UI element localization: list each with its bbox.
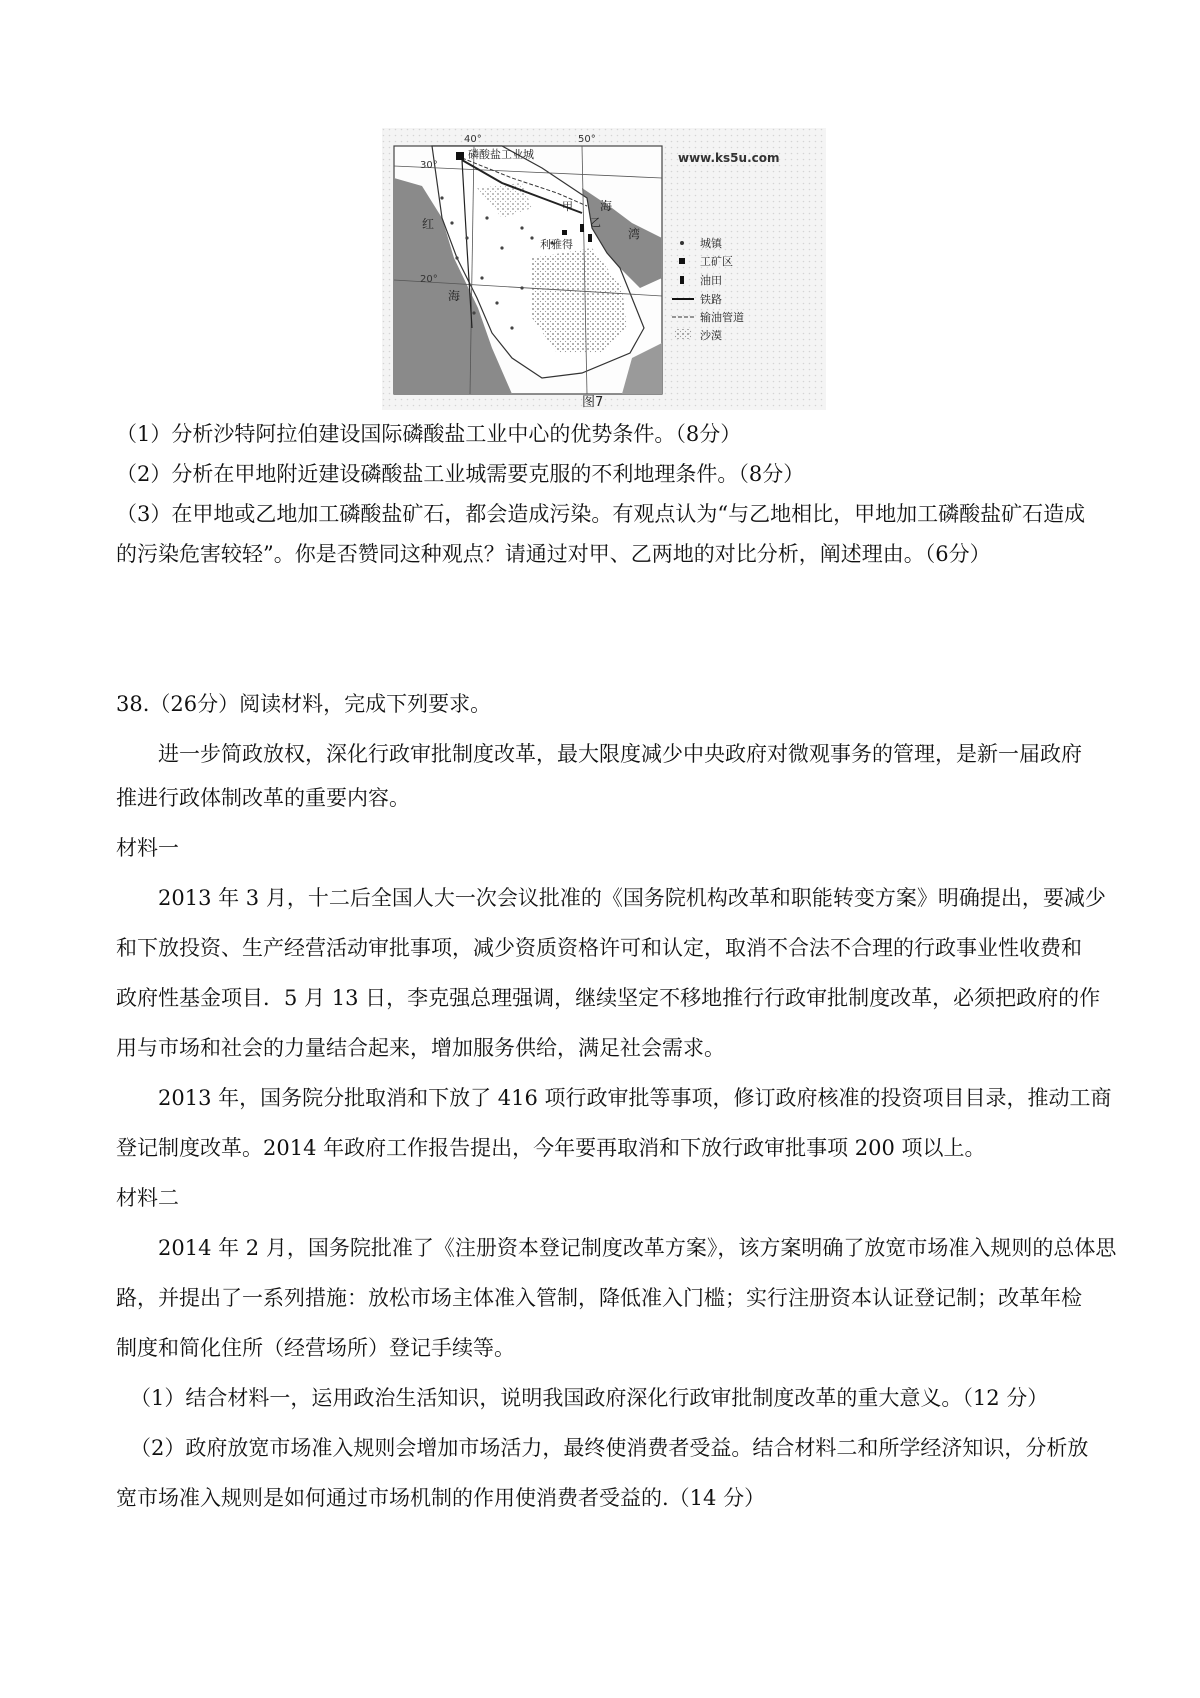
material-2-line-3: 制度和简化住所（经营场所）登记手续等。 bbox=[116, 1336, 515, 1360]
q38-subquestion-1: （1）结合材料一，运用政治生活知识，说明我国政府深化行政审批制度改革的重大意义。（12 分） bbox=[130, 1386, 1049, 1410]
gulf-label-1: 海 bbox=[600, 199, 613, 213]
lat-label-30: 30° bbox=[420, 160, 438, 171]
lat-label-20: 20° bbox=[420, 274, 438, 285]
material-1-para-1-line-2: 和下放投资、生产经营活动审批事项，减少资质资格许可和认定，取消不合法不合理的行政事业性收费和 bbox=[116, 936, 1082, 960]
red-sea-label-1: 红 bbox=[422, 217, 435, 231]
q38-header: 38.（26分）阅读材料，完成下列要求。 bbox=[116, 692, 492, 716]
legend-railway: 铁路 bbox=[700, 293, 722, 306]
q38-intro-line-2: 推进行政体制改革的重要内容。 bbox=[116, 786, 410, 810]
jia-label: 甲 bbox=[562, 200, 573, 213]
material-2-line-1: 2014 年 2 月，国务院批准了《注册资本登记制度改革方案》，该方案明确了放宽市场准入规则的总体思 bbox=[158, 1236, 1117, 1260]
legend-desert: 沙漠 bbox=[700, 329, 722, 342]
riyadh-label: 利雅得 bbox=[540, 238, 573, 251]
watermark-text: www.ks5u.com bbox=[678, 151, 780, 165]
figure-caption: 图7 bbox=[582, 395, 604, 410]
industry-city-marker bbox=[456, 152, 464, 160]
q37-subquestion-3-line-1: （3）在甲地或乙地加工磷酸盐矿石，都会造成污染。有观点认为“与乙地相比，甲地加工磷酸盐矿石造成 bbox=[116, 502, 1086, 526]
legend-mine: 工矿区 bbox=[700, 255, 733, 268]
yi-label: 乙 bbox=[590, 216, 601, 229]
industry-city-label: 磷酸盐工业城 bbox=[468, 148, 534, 161]
material-1-para-2-line-2: 登记制度改革。2014 年政府工作报告提出，今年要再取消和下放行政审批事项 200 项以上。 bbox=[116, 1136, 986, 1160]
q38-subquestion-2-line-1: （2）政府放宽市场准入规则会增加市场活力，最终使消费者受益。结合材料二和所学经济知识，分析放 bbox=[130, 1436, 1089, 1460]
q37-subquestion-2: （2）分析在甲地附近建设磷酸盐工业城需要克服的不利地理条件。（8分） bbox=[116, 462, 805, 486]
red-sea-label-2: 海 bbox=[448, 289, 461, 303]
material-2-line-2: 路，并提出了一系列措施：放松市场主体准入管制，降低准入门槛；实行注册资本认证登记制；改革年检 bbox=[116, 1286, 1082, 1310]
material-1-para-1-line-3: 政府性基金项目．5 月 13 日，李克强总理强调，继续坚定不移地推行行政审批制度改革，必须把政府的作 bbox=[116, 986, 1101, 1010]
material-1-para-1-line-1: 2013 年 3 月，十二后全国人大一次会议批准的《国务院机构改革和职能转变方案》明确提出，要减少 bbox=[158, 886, 1106, 910]
riyadh-marker bbox=[562, 230, 567, 235]
legend-town: 城镇 bbox=[700, 237, 722, 250]
saudi-arabia-map bbox=[382, 128, 826, 410]
map-figure bbox=[382, 128, 826, 410]
material-1-para-1-line-4: 用与市场和社会的力量结合起来，增加服务供给，满足社会需求。 bbox=[116, 1036, 725, 1060]
lon-label-50: 50° bbox=[578, 134, 596, 145]
material-1-para-2-line-1: 2013 年，国务院分批取消和下放了 416 项行政审批等事项，修订政府核准的投资项目目录，推动工商 bbox=[158, 1086, 1112, 1110]
oil-field-marker bbox=[580, 224, 584, 232]
lon-label-40: 40° bbox=[464, 134, 482, 145]
q38-intro-line-1: 进一步简政放权，深化行政审批制度改革，最大限度减少中央政府对微观事务的管理，是新一届政府 bbox=[158, 742, 1082, 766]
legend-oilfield: 油田 bbox=[700, 274, 722, 287]
q37-subquestion-1: （1）分析沙特阿拉伯建设国际磷酸盐工业中心的优势条件。（8分） bbox=[116, 422, 742, 446]
material-2-title: 材料二 bbox=[116, 1186, 179, 1210]
q38-subquestion-2-line-2: 宽市场准入规则是如何通过市场机制的作用使消费者受益的.（14 分） bbox=[116, 1486, 766, 1510]
legend-pipeline: 输油管道 bbox=[700, 311, 744, 324]
material-1-title: 材料一 bbox=[116, 836, 179, 860]
q37-subquestion-3-line-2: 的污染危害较轻”。你是否赞同这种观点？请通过对甲、乙两地的对比分析，阐述理由。（6分） bbox=[116, 542, 991, 566]
oil-field-marker bbox=[588, 234, 592, 242]
gulf-label-2: 湾 bbox=[628, 227, 641, 241]
